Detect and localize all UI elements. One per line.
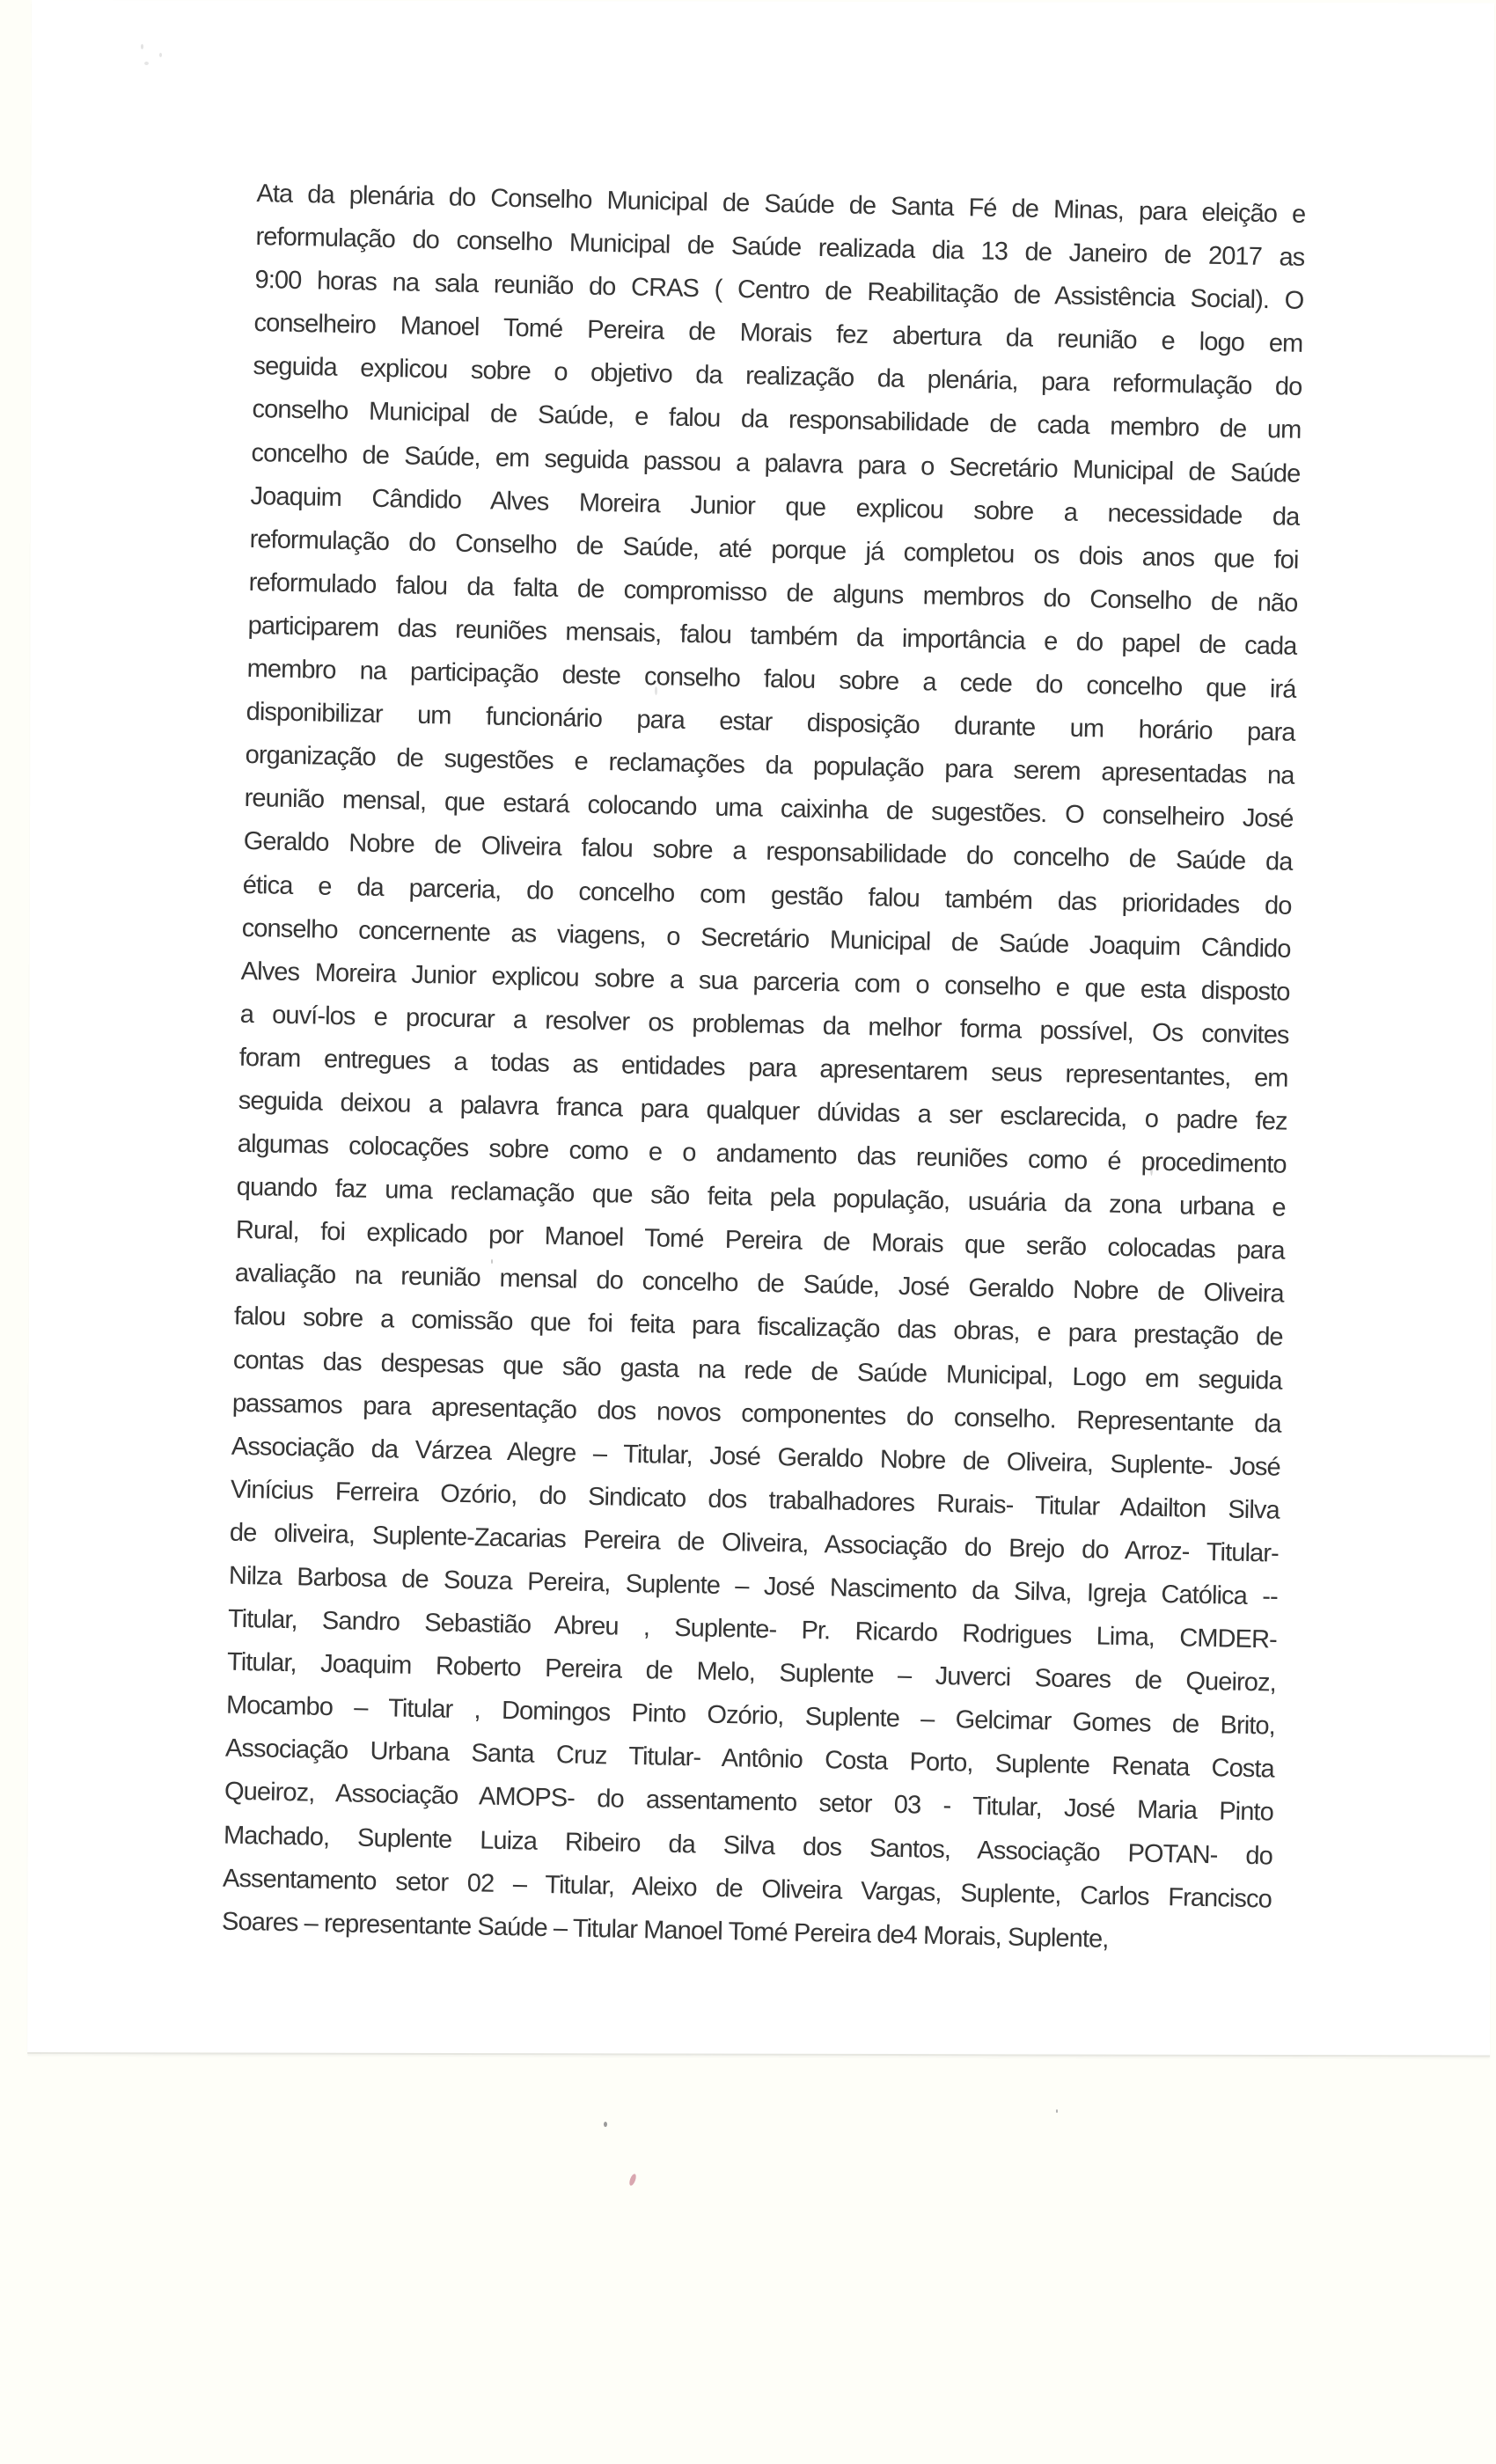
text-line-content: Mocambo – Titular , Domingos Pinto Ozório, Suplente – Gelcimar Gomes de Brito, xyxy=(225,1690,1276,1741)
text-line-content: Soares – representante Saúde – Titular Manoel Tomé Pereira de4 Morais, Suplente, xyxy=(221,1907,1109,1954)
text-line-content: reunião mensal, que estará colocando uma caixinha de sugestões. O conselheiro José xyxy=(244,784,1294,834)
text-line-content: concelho de Saúde, em seguida passou a palavra para o Secretário Municipal de Saúde xyxy=(251,438,1301,488)
text-line-content: Joaquim Cândido Alves Moreira Junior que explicou sobre a necessidade da xyxy=(250,481,1300,532)
text-line-content: Machado, Suplente Luiza Ribeiro da Silva dos Santos, Associação POTAN- do xyxy=(223,1821,1273,1871)
text-line-content: seguida deixou a palavra franca para qualquer dúvidas a ser esclarecida, o padre fez xyxy=(238,1086,1287,1136)
text-line-content: Titular, Joaquim Roberto Pereira de Melo, Suplente – Juverci Soares de Queiroz, xyxy=(226,1647,1277,1698)
text-line-content: de oliveira, Suplente-Zacarias Pereira de Oliveira, Associação do Brejo do Arroz- Titular- xyxy=(229,1518,1280,1568)
text-line-content: Associação Urbana Santa Cruz Titular- Antônio Costa Porto, Suplente Renata Costa xyxy=(224,1734,1275,1784)
text-line-content: Alves Moreira Junior explicou sobre a sua parceria com o conselho e que esta disposto xyxy=(240,957,1290,1007)
dust-speck xyxy=(1056,2109,1058,2113)
text-line-content: Queiroz, Associação AMOPS- do assentamento setor 03 - Titular, José Maria Pinto xyxy=(224,1778,1274,1828)
text-line-content: Associação da Várzea Alegre – Titular, José Geraldo Nobre de Oliveira, Suplente- José xyxy=(231,1432,1281,1482)
text-line-content: reformulado falou da falta de compromisso de alguns membros do Conselho de não xyxy=(248,568,1298,618)
text-line-content: reformulação do Conselho de Saúde, até porque já completou os dois anos que foi xyxy=(249,524,1299,575)
text-line-content: falou sobre a comissão que foi feita para fiscalização das obras, e para prestação de xyxy=(233,1302,1284,1353)
text-line-content: a ouví-los e procurar a resolver os problemas da melhor forma possível, Os convites xyxy=(239,1000,1289,1050)
text-line-content: seguida explicou sobre o objetivo da realização da plenária, para reformulação do xyxy=(253,352,1302,402)
dust-speck xyxy=(144,62,149,65)
pink-ink-mark xyxy=(628,2173,637,2186)
text-line-content: organização de sugestões e reclamações da população para serem apresentadas na xyxy=(245,741,1294,791)
text-line-content: participarem das reuniões mensais, falou também da importância e do papel de cada xyxy=(247,611,1297,661)
text-line-content: membro na participação deste conselho falou sobre a cede do concelho que irá xyxy=(246,654,1296,704)
text-line-content: reformulação do conselho Municipal de Saúde realizada dia 13 de Janeiro de 2017 as xyxy=(255,223,1305,272)
text-line-content: conselho concernente as viagens, o Secretário Municipal de Saúde Joaquim Cândido xyxy=(241,913,1291,964)
dust-speck xyxy=(604,2122,607,2127)
text-line-content: Nilza Barbosa de Souza Pereira, Suplente – José Nascimento da Silva, Igreja Católica -- xyxy=(228,1561,1279,1611)
dust-speck xyxy=(159,53,162,57)
text-line-content: Rural, foi explicado por Manoel Tomé Pereira de Morais que serão colocadas para xyxy=(235,1216,1285,1265)
text-line-content: passamos para apresentação dos novos componentes do conselho. Representante da xyxy=(231,1389,1282,1439)
text-line-content: quando faz uma reclamação que são feita pela população, usuária da zona urbana e xyxy=(236,1172,1286,1222)
text-line-content: 9:00 horas na sala reunião do CRAS ( Centro de Reabilitação de Assistência Social). O xyxy=(254,266,1304,316)
text-line-content: avaliação na reunião mensal do concelho de Saúde, José Geraldo Nobre de Oliveira xyxy=(234,1259,1284,1309)
text-line-content: Ata da plenária do Conselho Municipal de Saúde de Santa Fé de Minas, para eleição e xyxy=(256,179,1306,229)
text-line-content: Assentamento setor 02 – Titular, Aleixo de Oliveira Vargas, Suplente, Carlos Francisco xyxy=(222,1864,1272,1914)
text-line-content: Vinícius Ferreira Ozório, do Sindicato dos trabalhadores Rurais- Titular Adailton Silva xyxy=(230,1475,1280,1525)
text-line-content: Geraldo Nobre de Oliveira falou sobre a responsabilidade do concelho de Saúde da xyxy=(243,827,1293,877)
text-line-content: disponibilizar um funcionário para estar disposição durante um horário para xyxy=(246,698,1295,747)
text-line-content: conselheiro Manoel Tomé Pereira de Morais fez abertura da reunião e logo em xyxy=(253,309,1303,359)
text-line-content: foram entregues a todas as entidades para apresentarem seus representantes, em xyxy=(238,1043,1288,1093)
text-line-content: contas das despesas que são gasta na rede de Saúde Municipal, Logo em seguida xyxy=(232,1346,1283,1396)
text-line-content: ética e da parceria, do concelho com gestão falou também das prioridades do xyxy=(242,870,1292,920)
dust-speck xyxy=(141,44,143,49)
text-line-content: algumas colocações sobre como e o andamento das reuniões como é procedimento xyxy=(237,1129,1287,1179)
text-line-content: Titular, Sandro Sebastião Abreu , Suplente- Pr. Ricardo Rodrigues Lima, CMDER- xyxy=(227,1604,1278,1654)
meeting-minutes-body xyxy=(222,172,1306,1964)
text-line-content: conselho Municipal de Saúde, e falou da responsabilidade de cada membro de um xyxy=(252,395,1302,445)
